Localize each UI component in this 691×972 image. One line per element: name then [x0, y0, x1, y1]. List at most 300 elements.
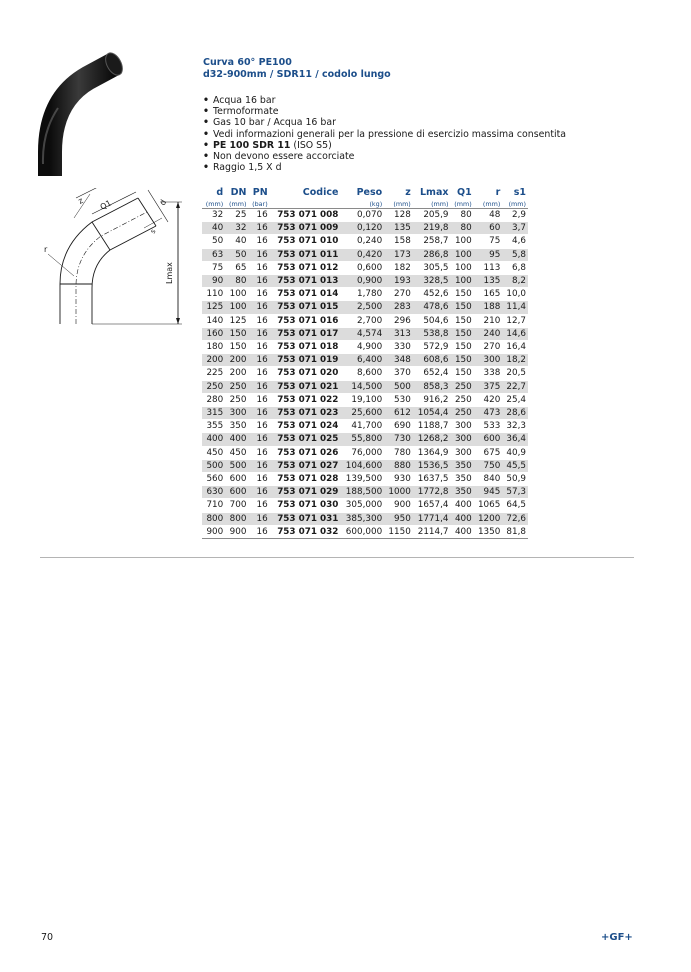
- table-cell: 753 071 014: [270, 288, 341, 301]
- table-row: [202, 459, 528, 472]
- table-row: [202, 380, 528, 393]
- feature-item: [203, 117, 566, 128]
- table-cell: 370: [384, 367, 413, 380]
- table-cell: 50: [202, 235, 225, 248]
- table-cell: 20,5: [502, 367, 528, 380]
- table-cell: 250: [202, 380, 225, 393]
- table-cell: 538,8: [413, 327, 451, 340]
- table-cell: 16: [248, 354, 269, 367]
- table-cell: 1188,7: [413, 420, 451, 433]
- column-unit: (mm): [502, 199, 528, 209]
- table-cell: 750: [474, 459, 503, 472]
- table-cell: 900: [384, 499, 413, 512]
- table-cell: 100: [451, 275, 474, 288]
- column-unit: (bar): [248, 199, 269, 209]
- table-cell: 165: [474, 288, 503, 301]
- table-cell: 1000: [384, 486, 413, 499]
- table-cell: 25,4: [502, 393, 528, 406]
- table-cell: 75: [202, 261, 225, 274]
- table-cell: 753 071 021: [270, 380, 341, 393]
- table-cell: 182: [384, 261, 413, 274]
- table-cell: 150: [451, 301, 474, 314]
- table-cell: 6,400: [340, 354, 384, 367]
- table-cell: 600: [225, 473, 248, 486]
- table-cell: 0,900: [340, 275, 384, 288]
- feature-text: Acqua 16 bar: [213, 95, 276, 106]
- table-cell: 16: [248, 393, 269, 406]
- table-cell: 32,3: [502, 420, 528, 433]
- table-cell: 16: [248, 288, 269, 301]
- table-header: [202, 186, 528, 199]
- table-cell: 700: [225, 499, 248, 512]
- table-cell: 753 071 025: [270, 433, 341, 446]
- table-cell: 1054,4: [413, 407, 451, 420]
- table-cell: 270: [384, 288, 413, 301]
- table-row: [202, 354, 528, 367]
- table-cell: 16: [248, 433, 269, 446]
- table-cell: 350: [451, 459, 474, 472]
- table-row: [202, 301, 528, 314]
- table-cell: 753 071 028: [270, 473, 341, 486]
- column-unit: (mm): [474, 199, 503, 209]
- table-cell: 286,8: [413, 248, 451, 261]
- table-cell: 753 071 018: [270, 341, 341, 354]
- feature-text: Gas 10 bar / Acqua 16 bar: [213, 117, 336, 129]
- table-cell: 32: [225, 222, 248, 235]
- table-cell: 16: [248, 235, 269, 248]
- table-cell: 41,700: [340, 420, 384, 433]
- table-cell: 25: [225, 209, 248, 222]
- table-cell: 95: [474, 248, 503, 261]
- table-cell: 800: [202, 512, 225, 525]
- table-cell: 19,100: [340, 393, 384, 406]
- table-cell: 16: [248, 512, 269, 525]
- table-cell: 16: [248, 275, 269, 288]
- divider: [40, 557, 634, 558]
- table-cell: 800: [225, 512, 248, 525]
- table-cell: 81,8: [502, 525, 528, 538]
- table-cell: 478,6: [413, 301, 451, 314]
- table-cell: 180: [202, 341, 225, 354]
- table-cell: 420: [474, 393, 503, 406]
- table-cell: 16: [248, 407, 269, 420]
- table-cell: 150: [451, 354, 474, 367]
- table-cell: 400: [225, 433, 248, 446]
- table-cell: 500: [384, 380, 413, 393]
- table-row: [202, 367, 528, 380]
- d-label: d: [157, 198, 169, 207]
- table-cell: 753 071 016: [270, 314, 341, 327]
- table-cell: 600: [225, 486, 248, 499]
- table-cell: 140: [202, 314, 225, 327]
- column-header: s1: [513, 187, 526, 198]
- table-cell: 753 071 017: [270, 327, 341, 340]
- table-cell: 450: [202, 446, 225, 459]
- table-cell: 16: [248, 327, 269, 340]
- feature-text: Vedi informazioni generali per la pressione di esercizio massima consentita: [213, 128, 567, 140]
- table-cell: 300: [225, 407, 248, 420]
- table-cell: 753 071 032: [270, 525, 341, 538]
- table-cell: 4,900: [340, 341, 384, 354]
- table-cell: 200: [202, 354, 225, 367]
- table-cell: 80: [451, 209, 474, 222]
- r-label: r: [44, 245, 48, 254]
- table-cell: 2,9: [502, 209, 528, 222]
- table-cell: 104,600: [340, 459, 384, 472]
- table-row: [202, 499, 528, 512]
- table-cell: 40: [225, 235, 248, 248]
- table-cell: 950: [384, 512, 413, 525]
- table-cell: 100: [451, 248, 474, 261]
- table-cell: 500: [225, 459, 248, 472]
- table-cell: 188,500: [340, 486, 384, 499]
- table-cell: 16,4: [502, 341, 528, 354]
- feature-item: [203, 140, 566, 151]
- table-cell: 840: [474, 473, 503, 486]
- page-number: 70: [41, 932, 54, 943]
- table-cell: 753 071 013: [270, 275, 341, 288]
- table-cell: 350: [451, 473, 474, 486]
- table-cell: 355: [202, 420, 225, 433]
- table-cell: 205,9: [413, 209, 451, 222]
- table-cell: 75: [474, 235, 503, 248]
- feature-item: [203, 106, 566, 117]
- table-cell: 100: [225, 288, 248, 301]
- table-cell: 328,5: [413, 275, 451, 288]
- table-row: [202, 341, 528, 354]
- table-cell: 338: [474, 367, 503, 380]
- feature-text: Termoformate: [213, 106, 279, 118]
- table-cell: 710: [202, 499, 225, 512]
- table-cell: 158: [384, 235, 413, 248]
- table-cell: 22,7: [502, 380, 528, 393]
- table-cell: 28,6: [502, 407, 528, 420]
- table-cell: 150: [225, 341, 248, 354]
- table-cell: 4,574: [340, 327, 384, 340]
- table-cell: 25,600: [340, 407, 384, 420]
- table-cell: 8,600: [340, 367, 384, 380]
- table-cell: 210: [474, 314, 503, 327]
- table-cell: 530: [384, 393, 413, 406]
- technical-drawing: [40, 188, 190, 328]
- column-header: z: [405, 187, 411, 198]
- table-cell: 8,2: [502, 275, 528, 288]
- table-cell: 400: [451, 512, 474, 525]
- table-cell: 753 071 026: [270, 446, 341, 459]
- table-cell: 533: [474, 420, 503, 433]
- table-cell: 315: [202, 407, 225, 420]
- table-cell: 300: [451, 433, 474, 446]
- column-header: Q1: [457, 187, 472, 198]
- table-cell: 50,9: [502, 473, 528, 486]
- table-cell: 16: [248, 248, 269, 261]
- table-cell: 305,5: [413, 261, 451, 274]
- column-unit: [270, 199, 341, 209]
- column-unit: (mm): [413, 199, 451, 209]
- table-cell: 64,5: [502, 499, 528, 512]
- table-cell: 16: [248, 420, 269, 433]
- table-cell: 16: [248, 314, 269, 327]
- table-cell: 16: [248, 486, 269, 499]
- table-cell: 2,500: [340, 301, 384, 314]
- table-row: [202, 433, 528, 446]
- column-unit: (mm): [225, 199, 248, 209]
- feature-list: [203, 95, 566, 173]
- table-cell: 313: [384, 327, 413, 340]
- table-cell: 193: [384, 275, 413, 288]
- table-cell: 945: [474, 486, 503, 499]
- table-cell: 753 071 022: [270, 393, 341, 406]
- feature-item: [203, 95, 566, 106]
- table-cell: 16: [248, 525, 269, 538]
- table-cell: 16: [248, 473, 269, 486]
- table-cell: 630: [202, 486, 225, 499]
- table-cell: 300: [451, 420, 474, 433]
- z-label: z: [76, 195, 85, 206]
- table-cell: 14,6: [502, 327, 528, 340]
- table-cell: 16: [248, 459, 269, 472]
- table-cell: 18,2: [502, 354, 528, 367]
- table-row: [202, 248, 528, 261]
- table-cell: 50: [225, 248, 248, 261]
- column-unit: (mm): [202, 199, 225, 209]
- table-cell: 113: [474, 261, 503, 274]
- table-cell: 110: [202, 288, 225, 301]
- table-cell: 55,800: [340, 433, 384, 446]
- table-cell: 80: [451, 222, 474, 235]
- table-cell: 330: [384, 341, 413, 354]
- table-cell: 150: [451, 314, 474, 327]
- table-cell: 1772,8: [413, 486, 451, 499]
- feature-item: [203, 151, 566, 162]
- table-cell: 0,420: [340, 248, 384, 261]
- table-cell: 348: [384, 354, 413, 367]
- table-cell: 76,000: [340, 446, 384, 459]
- table-row: [202, 446, 528, 459]
- table-cell: 40,9: [502, 446, 528, 459]
- table-row: [202, 235, 528, 248]
- table-cell: 5,8: [502, 248, 528, 261]
- table-cell: 6,8: [502, 261, 528, 274]
- table-cell: 753 071 024: [270, 420, 341, 433]
- table-cell: 128: [384, 209, 413, 222]
- table-cell: 880: [384, 459, 413, 472]
- table-cell: 135: [384, 222, 413, 235]
- feature-text: (ISO S5): [290, 139, 332, 151]
- table-cell: 135: [474, 275, 503, 288]
- table-cell: 258,7: [413, 235, 451, 248]
- table-cell: 225: [202, 367, 225, 380]
- table-row: [202, 407, 528, 420]
- table-cell: 1364,9: [413, 446, 451, 459]
- table-cell: 11,4: [502, 301, 528, 314]
- table-cell: 753 071 015: [270, 301, 341, 314]
- table-cell: 753 071 008: [270, 209, 341, 222]
- table-cell: 900: [202, 525, 225, 538]
- table-cell: 90: [202, 275, 225, 288]
- table-cell: 150: [225, 327, 248, 340]
- column-header: Peso: [356, 187, 383, 198]
- table-cell: 753 071 031: [270, 512, 341, 525]
- table-cell: 2114,7: [413, 525, 451, 538]
- table-cell: 1657,4: [413, 499, 451, 512]
- table-cell: 16: [248, 222, 269, 235]
- table-cell: 858,3: [413, 380, 451, 393]
- table-cell: 188: [474, 301, 503, 314]
- table-cell: 45,5: [502, 459, 528, 472]
- table-cell: 753 071 011: [270, 248, 341, 261]
- table-cell: 0,120: [340, 222, 384, 235]
- column-header: PN: [252, 187, 268, 198]
- table-cell: 40: [202, 222, 225, 235]
- table-cell: 16: [248, 367, 269, 380]
- table-cell: 125: [225, 314, 248, 327]
- table-cell: 753 071 009: [270, 222, 341, 235]
- table-cell: 16: [248, 209, 269, 222]
- table-cell: 4,6: [502, 235, 528, 248]
- table-cell: 780: [384, 446, 413, 459]
- table-cell: 80: [225, 275, 248, 288]
- table-cell: 219,8: [413, 222, 451, 235]
- table-cell: 160: [202, 327, 225, 340]
- table-cell: 600,000: [340, 525, 384, 538]
- lmax-label: Lmax: [165, 262, 174, 284]
- table-cell: 150: [451, 327, 474, 340]
- table-cell: 250: [451, 393, 474, 406]
- table-cell: 0,070: [340, 209, 384, 222]
- table-row: [202, 222, 528, 235]
- table-body: [202, 209, 528, 539]
- product-photo: [28, 52, 168, 182]
- table-cell: 916,2: [413, 393, 451, 406]
- table-cell: 1350: [474, 525, 503, 538]
- q1-label: Q1: [98, 198, 113, 212]
- table-cell: 32: [202, 209, 225, 222]
- table-cell: 139,500: [340, 473, 384, 486]
- table-cell: 385,300: [340, 512, 384, 525]
- title-line-2: d32-900mm / SDR11 / codolo lungo: [203, 69, 391, 80]
- table-cell: 250: [451, 380, 474, 393]
- table-cell: 100: [225, 301, 248, 314]
- table-cell: 452,6: [413, 288, 451, 301]
- s-label: s: [148, 227, 158, 235]
- table-cell: 300: [474, 354, 503, 367]
- product-title: [203, 57, 391, 81]
- table-cell: 652,4: [413, 367, 451, 380]
- table-cell: 753 071 010: [270, 235, 341, 248]
- table-row: [202, 420, 528, 433]
- table-cell: 504,6: [413, 314, 451, 327]
- table-cell: 1150: [384, 525, 413, 538]
- table-cell: 560: [202, 473, 225, 486]
- table-cell: 100: [451, 261, 474, 274]
- table-cell: 730: [384, 433, 413, 446]
- table-cell: 296: [384, 314, 413, 327]
- table-cell: 16: [248, 499, 269, 512]
- table-row: [202, 314, 528, 327]
- table-cell: 375: [474, 380, 503, 393]
- table-units: [202, 199, 528, 209]
- table-cell: 283: [384, 301, 413, 314]
- table-row: [202, 209, 528, 222]
- table-cell: 200: [225, 354, 248, 367]
- table-cell: 150: [451, 341, 474, 354]
- table-row: [202, 327, 528, 340]
- table-cell: 608,6: [413, 354, 451, 367]
- feature-bold: PE 100 SDR 11: [213, 139, 291, 151]
- table-cell: 350: [451, 486, 474, 499]
- table-row: [202, 261, 528, 274]
- table-cell: 280: [202, 393, 225, 406]
- table-cell: 1065: [474, 499, 503, 512]
- table-cell: 1771,4: [413, 512, 451, 525]
- table-cell: 500: [202, 459, 225, 472]
- table-cell: 36,4: [502, 433, 528, 446]
- table-cell: 250: [451, 407, 474, 420]
- table-cell: 200: [225, 367, 248, 380]
- table-cell: 690: [384, 420, 413, 433]
- table-cell: 753 071 029: [270, 486, 341, 499]
- table-cell: 753 071 020: [270, 367, 341, 380]
- table-row: [202, 473, 528, 486]
- table-row: [202, 288, 528, 301]
- table-cell: 572,9: [413, 341, 451, 354]
- feature-item: [203, 129, 566, 140]
- table-cell: 612: [384, 407, 413, 420]
- table-cell: 0,600: [340, 261, 384, 274]
- table-cell: 350: [225, 420, 248, 433]
- table-cell: 150: [451, 288, 474, 301]
- table-row: [202, 525, 528, 538]
- table-cell: 400: [202, 433, 225, 446]
- table-row: [202, 486, 528, 499]
- table-cell: 930: [384, 473, 413, 486]
- table-cell: 753 071 027: [270, 459, 341, 472]
- table-cell: 16: [248, 446, 269, 459]
- table-cell: 1,780: [340, 288, 384, 301]
- table-cell: 1200: [474, 512, 503, 525]
- table-cell: 250: [225, 393, 248, 406]
- feature-text: Raggio 1,5 X d: [213, 162, 282, 174]
- table-cell: 305,000: [340, 499, 384, 512]
- table-cell: 1536,5: [413, 459, 451, 472]
- table-cell: 48: [474, 209, 503, 222]
- table-cell: 753 071 023: [270, 407, 341, 420]
- table-cell: 2,700: [340, 314, 384, 327]
- spec-table: [202, 186, 528, 539]
- column-unit: (kg): [340, 199, 384, 209]
- table-cell: 65: [225, 261, 248, 274]
- table-cell: 16: [248, 261, 269, 274]
- column-unit: (mm): [451, 199, 474, 209]
- table-cell: 14,500: [340, 380, 384, 393]
- table-cell: 16: [248, 380, 269, 393]
- column-unit: (mm): [384, 199, 413, 209]
- table-cell: 675: [474, 446, 503, 459]
- column-header: DN: [230, 187, 247, 198]
- table-cell: 240: [474, 327, 503, 340]
- table-cell: 12,7: [502, 314, 528, 327]
- table-row: [202, 393, 528, 406]
- table-cell: 600: [474, 433, 503, 446]
- table-cell: 270: [474, 341, 503, 354]
- table-cell: 1637,5: [413, 473, 451, 486]
- table-cell: 60: [474, 222, 503, 235]
- table-cell: 473: [474, 407, 503, 420]
- table-row: [202, 275, 528, 288]
- feature-text: Non devono essere accorciate: [213, 151, 355, 163]
- table-row: [202, 512, 528, 525]
